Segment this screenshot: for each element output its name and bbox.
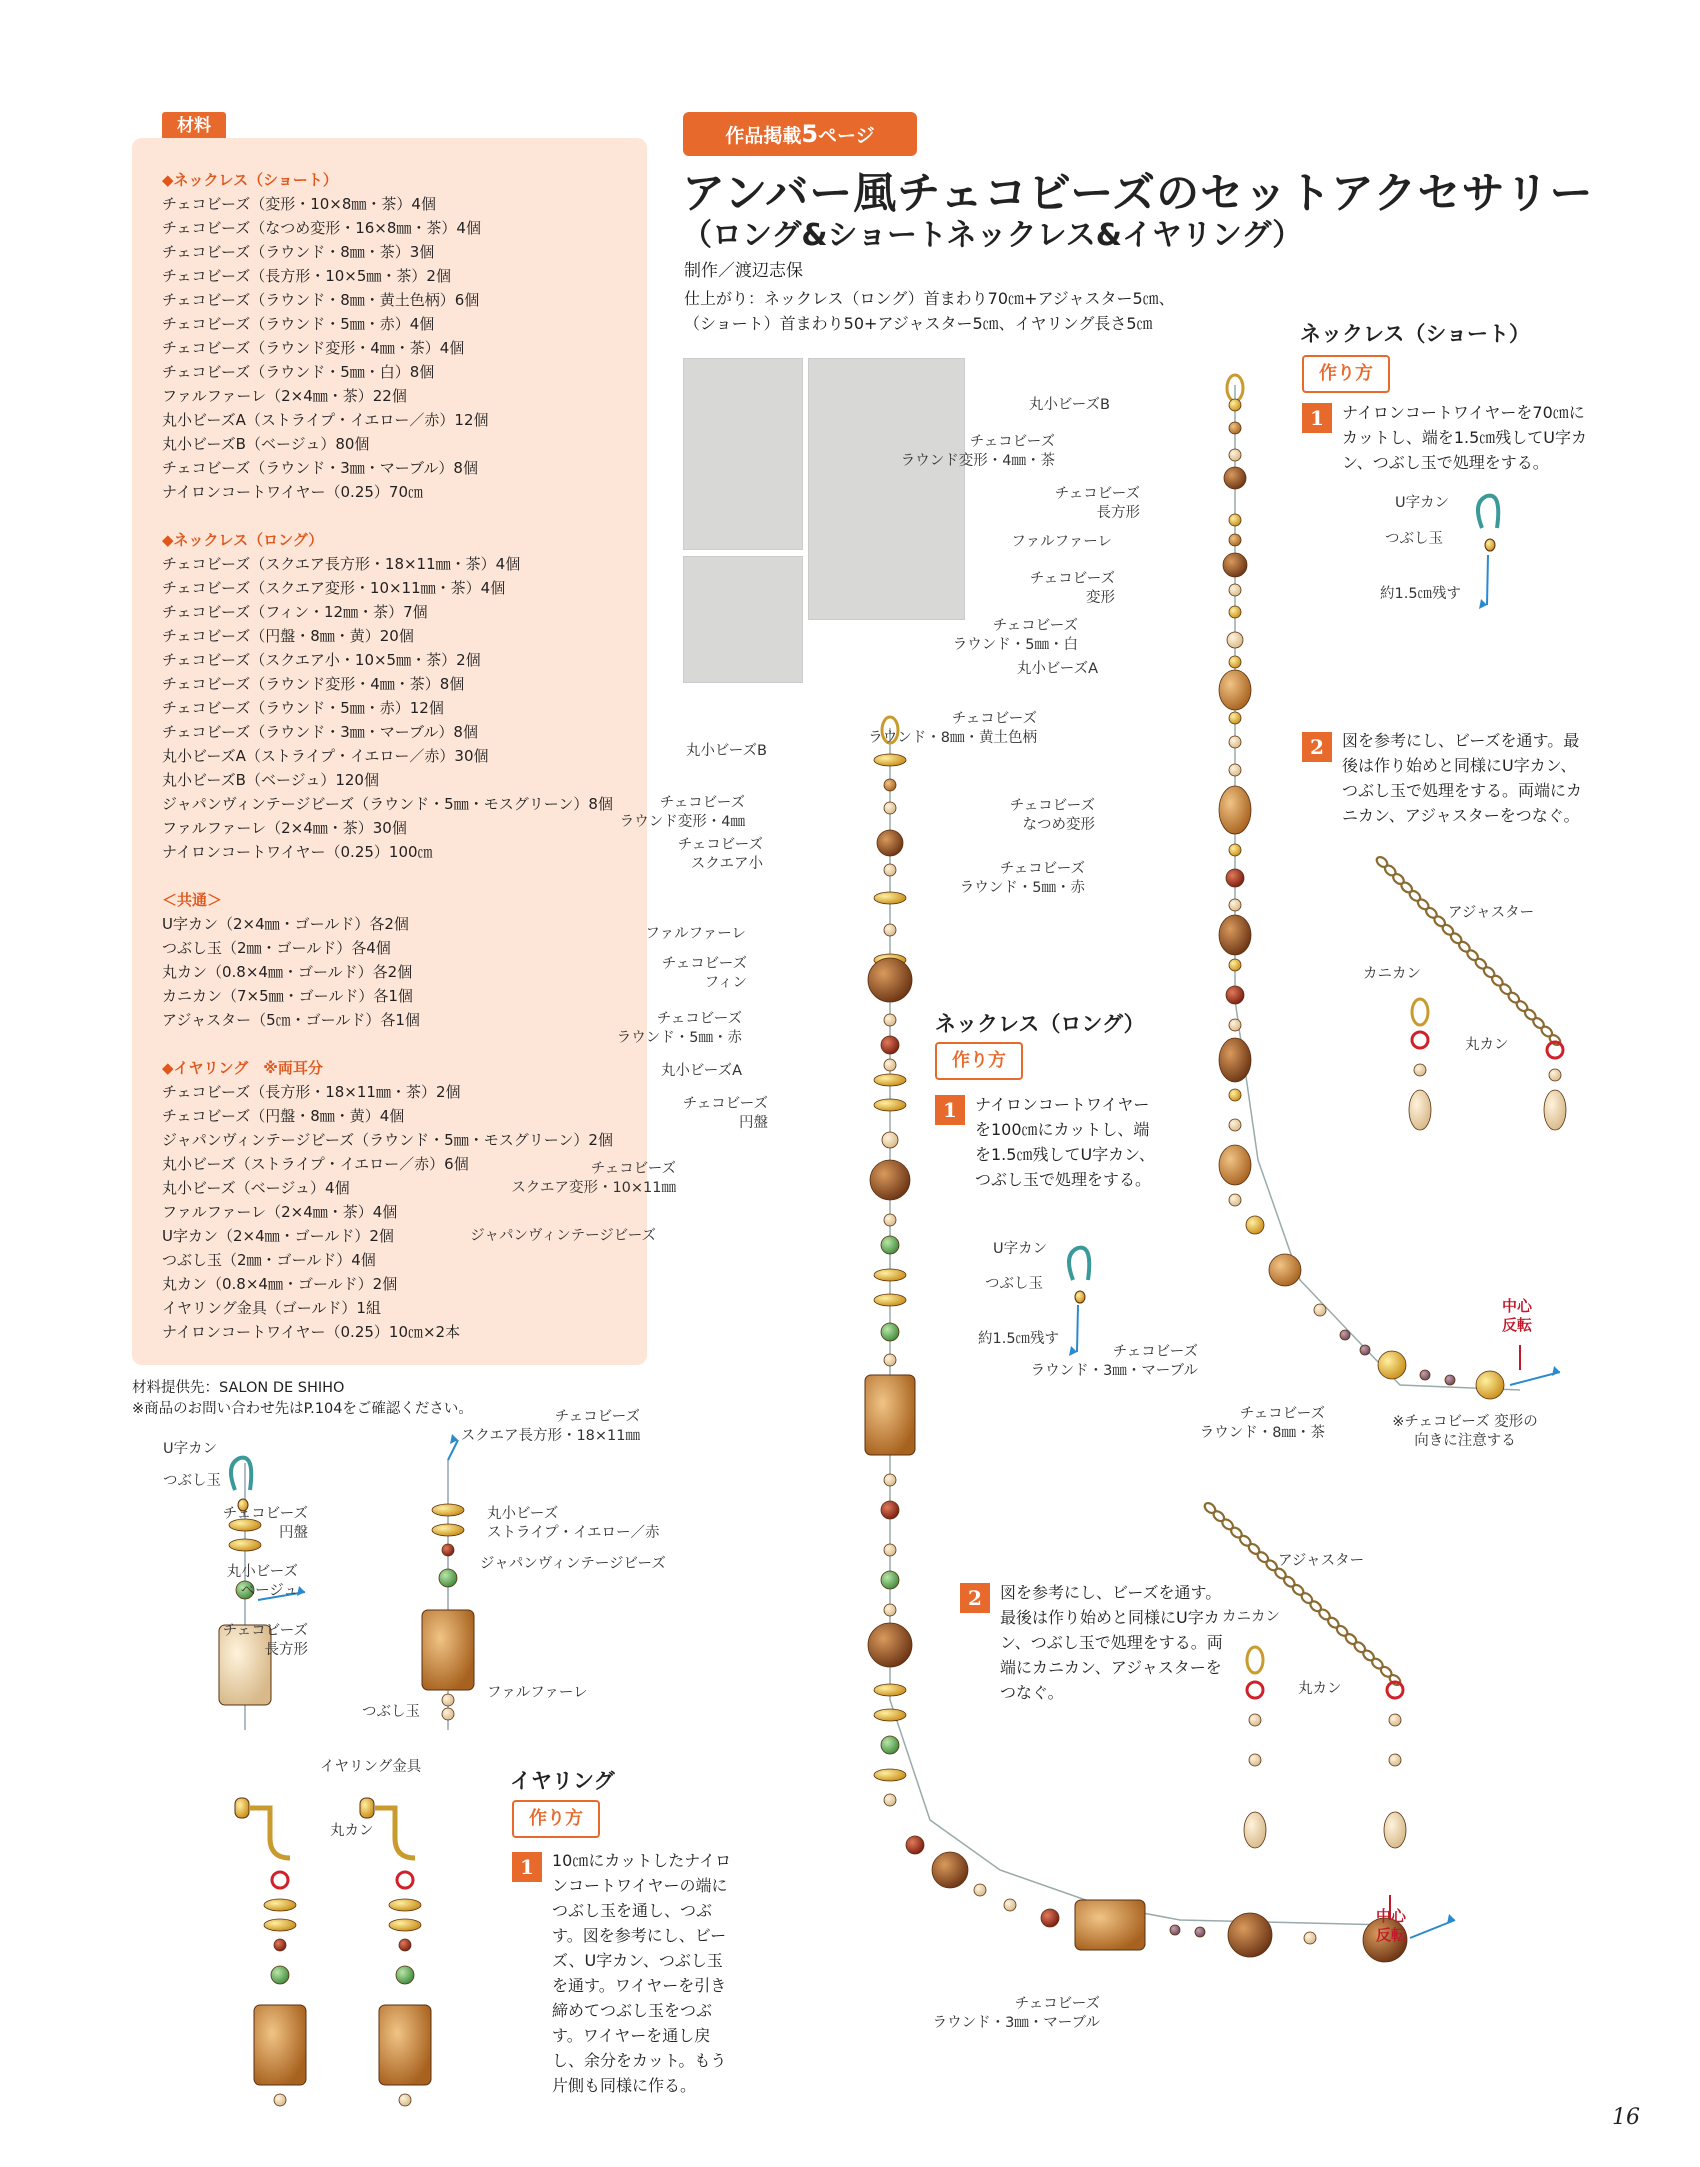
diagram-label-maru-b: 丸小ビーズB bbox=[1028, 397, 1110, 413]
diagram-label-maru-a: 丸小ビーズA bbox=[660, 1063, 742, 1079]
diagram-label-adjuster: アジャスター bbox=[1448, 905, 1535, 921]
bead bbox=[932, 1852, 968, 1888]
bead bbox=[1549, 1069, 1561, 1081]
long-how-to-label: 作り方 bbox=[935, 1042, 1023, 1080]
material-item: 丸小ビーズA（ストライプ・イエロー／赤）30個 bbox=[162, 747, 489, 765]
bead bbox=[865, 1375, 915, 1455]
bead bbox=[360, 1798, 374, 1818]
bead bbox=[874, 1074, 906, 1086]
bead bbox=[1223, 553, 1247, 577]
bead bbox=[1229, 656, 1241, 668]
bead bbox=[881, 1571, 899, 1589]
diagram-label-fin: チェコビーズ フィン bbox=[661, 956, 747, 991]
diagram-label-enban: チェコビーズ 円盤 bbox=[222, 1506, 308, 1541]
bead bbox=[884, 1214, 896, 1226]
bead bbox=[254, 2005, 306, 2085]
u-clasp bbox=[1478, 496, 1498, 528]
bead bbox=[1224, 467, 1246, 489]
bead bbox=[1170, 1925, 1180, 1935]
diagram-label-maru-beige: 丸小ビーズ ベージュ bbox=[226, 1564, 298, 1599]
short-necklace-title: ネックレス（ショート） bbox=[1300, 322, 1530, 346]
diagram-label-adjuster: アジャスター bbox=[1278, 1553, 1365, 1569]
badge-text-suffix: ページ bbox=[818, 125, 875, 147]
diagram-label-enban: チェコビーズ 円盤 bbox=[682, 1096, 768, 1131]
bead bbox=[1445, 1375, 1455, 1385]
bead bbox=[235, 1798, 249, 1818]
diagram-label-round-henkei: チェコビーズ ラウンド変形・4㎜・茶 bbox=[900, 434, 1055, 469]
material-item: ナイロンコートワイヤー（0.25）10㎝×2本 bbox=[162, 1323, 461, 1341]
jump-ring bbox=[397, 1872, 413, 1888]
material-item: チェコビーズ（ラウンド・5㎜・赤）4個 bbox=[162, 315, 435, 333]
diagram-label-vintage: ジャパンヴィンテージビーズ bbox=[470, 1228, 656, 1244]
diagram-label-square-long: チェコビーズ スクエア長方形・18×11㎜ bbox=[460, 1409, 640, 1444]
bead bbox=[1229, 1119, 1241, 1131]
material-item: U字カン（2×4㎜・ゴールド）2個 bbox=[162, 1227, 394, 1245]
material-item: チェコビーズ（スクエア変形・10×11㎜・茶）4個 bbox=[162, 579, 506, 597]
bead bbox=[884, 1544, 896, 1556]
diagram-label-round5-white: チェコビーズ ラウンド・5㎜・白 bbox=[952, 618, 1078, 653]
bead bbox=[874, 1099, 906, 1111]
bead bbox=[1219, 1038, 1251, 1082]
diagram-label-round3-marble: チェコビーズ ラウンド・3㎜・マーブル bbox=[932, 1996, 1100, 2031]
bead bbox=[399, 2094, 411, 2106]
bead bbox=[1229, 764, 1241, 776]
diagram-label-choho: チェコビーズ 長方形 bbox=[222, 1623, 308, 1658]
diagram-label-maru-stripe: 丸小ビーズ ストライプ・イエロー／赤 bbox=[487, 1506, 660, 1541]
bead bbox=[1340, 1330, 1350, 1340]
bead bbox=[1228, 1913, 1272, 1957]
bead bbox=[1229, 606, 1241, 618]
material-item: チェコビーズ（長方形・18×11㎜・茶）2個 bbox=[162, 1083, 461, 1101]
diagram-label-u-kan: U字カン bbox=[163, 1441, 218, 1457]
bead bbox=[1229, 899, 1241, 911]
bead bbox=[1384, 1812, 1406, 1848]
earring-title: イヤリング bbox=[510, 1769, 615, 1793]
bead bbox=[1229, 712, 1241, 724]
center-reverse-label: 中心 反転 bbox=[1375, 1907, 1406, 1944]
bead bbox=[1075, 1900, 1145, 1950]
bead bbox=[1476, 1371, 1504, 1399]
material-item: ナイロンコートワイヤー（0.25）70㎝ bbox=[162, 483, 423, 501]
bead bbox=[1229, 399, 1241, 411]
bead bbox=[1229, 514, 1241, 526]
material-item: チェコビーズ（ラウンド・8㎜・黄土色柄）6個 bbox=[162, 291, 480, 309]
bead bbox=[1409, 1090, 1431, 1130]
bead bbox=[884, 924, 896, 936]
diagram-label-square-henkei: チェコビーズ スクエア変形・10×11㎜ bbox=[511, 1161, 676, 1196]
bead bbox=[881, 1236, 899, 1254]
material-item: つぶし玉（2㎜・ゴールド）各4個 bbox=[162, 939, 391, 957]
page-title: アンバー風チェコビーズのセットアクセサリー bbox=[682, 169, 1594, 219]
material-item: チェコビーズ（ラウンド・3㎜・マーブル）8個 bbox=[162, 459, 478, 477]
clasp bbox=[1412, 999, 1428, 1025]
material-item: つぶし玉（2㎜・ゴールド）4個 bbox=[162, 1251, 376, 1269]
page-subtitle: （ロング&ショートネックレス&イヤリング） bbox=[682, 218, 1303, 253]
diagram-label-round-henkei: チェコビーズ ラウンド変形・4㎜ bbox=[619, 795, 745, 830]
materials-section-heading: ◆ネックレス（ロング） bbox=[162, 531, 324, 549]
material-item: チェコビーズ（スクエア小・10×5㎜・茶）2個 bbox=[162, 651, 481, 669]
short-step-1-text: ナイロンコートワイヤーを70㎝にカットし、端を1.5㎝残してU字カン、つぶし玉で処理をする。 bbox=[1342, 403, 1587, 472]
bead bbox=[1075, 1291, 1085, 1303]
page-number: 16 bbox=[1612, 2105, 1640, 2130]
material-item: チェコビーズ（ラウンド変形・4㎜・茶）4個 bbox=[162, 339, 465, 357]
bead bbox=[882, 1132, 898, 1148]
bead bbox=[1229, 584, 1241, 596]
material-item: チェコビーズ（ラウンド・8㎜・茶）3個 bbox=[162, 243, 435, 261]
diagram-label-note: ※チェコビーズ 変形の 向きに注意する bbox=[1392, 1414, 1538, 1449]
u-clasp bbox=[1069, 1248, 1089, 1280]
bead bbox=[881, 1736, 899, 1754]
bead bbox=[432, 1504, 464, 1516]
bead bbox=[442, 1694, 454, 1706]
bead bbox=[1227, 632, 1243, 648]
finished-size-line: 仕上がり：ネックレス（ロング）首まわり70㎝+アジャスター5㎝、 bbox=[684, 289, 1175, 308]
short-how-to-label: 作り方 bbox=[1302, 355, 1390, 393]
short-step-2-text: 図を参考にし、ビーズを通す。最後は作り始めと同様にU字カン、つぶし玉で処理をする。両端にカニカン、アジャスターをつなぐ。 bbox=[1342, 731, 1583, 825]
bead bbox=[1229, 449, 1241, 461]
bead bbox=[1195, 1927, 1205, 1937]
diagram-label-marukan: 丸カン bbox=[330, 1823, 374, 1839]
bead bbox=[439, 1569, 457, 1587]
material-item: チェコビーズ（変形・10×8㎜・茶）4個 bbox=[162, 195, 436, 213]
diagram-label-farfalle: ファルファーレ bbox=[1011, 534, 1112, 550]
bead bbox=[389, 1899, 421, 1911]
arrow-head bbox=[1552, 1366, 1560, 1376]
bead bbox=[396, 1966, 414, 1984]
material-item: 丸小ビーズ（ストライプ・イエロー／赤）6個 bbox=[162, 1155, 469, 1173]
diagram-label-maru-b: 丸小ビーズB bbox=[685, 743, 767, 759]
material-item: チェコビーズ（円盤・8㎜・黄）4個 bbox=[162, 1107, 405, 1125]
material-item: ジャパンヴィンテージビーズ（ラウンド・5㎜・モスグリーン）2個 bbox=[162, 1131, 613, 1149]
bead bbox=[884, 779, 896, 791]
diagram-label-leave: 約1.5㎝残す bbox=[978, 1331, 1060, 1347]
bead bbox=[874, 1684, 906, 1696]
material-item: 丸小ビーズB（ベージュ）120個 bbox=[162, 771, 379, 789]
bead bbox=[271, 1966, 289, 1984]
bead bbox=[274, 2094, 286, 2106]
bead bbox=[432, 1524, 464, 1536]
material-item: U字カン（2×4㎜・ゴールド）各2個 bbox=[162, 915, 409, 933]
material-item: チェコビーズ（円盤・8㎜・黄）20個 bbox=[162, 627, 414, 645]
earring-how-to-label: 作り方 bbox=[512, 1800, 600, 1838]
wire-line bbox=[1487, 555, 1488, 605]
diagram-label-tsubushi: つぶし玉 bbox=[163, 1473, 221, 1489]
diagram-label-square-small: チェコビーズ スクエア小 bbox=[677, 837, 763, 872]
bead bbox=[1304, 1932, 1316, 1944]
short-step-1-number: 1 bbox=[1302, 403, 1332, 433]
bead bbox=[1004, 1899, 1016, 1911]
bead bbox=[1229, 736, 1241, 748]
diagram-label-kanagu: イヤリング金具 bbox=[320, 1759, 422, 1775]
wire-line bbox=[1235, 385, 1520, 1390]
bead bbox=[874, 1294, 906, 1306]
bead bbox=[1229, 1019, 1241, 1031]
long-step-1-text: ナイロンコートワイヤーを100㎝にカットし、端を1.5㎝残してU字カン、つぶし玉で処理をする。 bbox=[975, 1095, 1155, 1189]
bead bbox=[874, 1269, 906, 1281]
material-item: 丸カン（0.8×4㎜・ゴールド）各2個 bbox=[162, 963, 413, 981]
material-item: ナイロンコートワイヤー（0.25）100㎝ bbox=[162, 843, 433, 861]
diagram-label-kanikan: カニカン bbox=[1363, 966, 1421, 982]
bead bbox=[1249, 1754, 1261, 1766]
material-item: チェコビーズ（ラウンド変形・4㎜・茶）8個 bbox=[162, 675, 465, 693]
bead bbox=[906, 1836, 924, 1854]
arrow-head bbox=[1479, 599, 1487, 609]
diagram-label-henkei: チェコビーズ 変形 bbox=[1029, 571, 1115, 606]
bead bbox=[1226, 986, 1244, 1004]
bead bbox=[1246, 1216, 1264, 1234]
bead bbox=[399, 1939, 411, 1951]
arrow-head bbox=[297, 1586, 305, 1596]
bead bbox=[1389, 1754, 1401, 1766]
supplier-line: 材料提供先：SALON DE SHIHO bbox=[132, 1380, 345, 1396]
bead bbox=[1544, 1090, 1566, 1130]
diagram-label-tsubushi2: つぶし玉 bbox=[362, 1704, 420, 1720]
diagram-label-natsume: チェコビーズ なつめ変形 bbox=[1009, 798, 1095, 833]
bead bbox=[1229, 1089, 1241, 1101]
long-step-1-number: 1 bbox=[935, 1095, 965, 1125]
bead bbox=[884, 1794, 896, 1806]
bead bbox=[881, 1501, 899, 1519]
bead bbox=[1219, 1145, 1251, 1185]
diagram-label-u-kan: U字カン bbox=[993, 1241, 1048, 1257]
bead bbox=[442, 1544, 454, 1556]
bead bbox=[1041, 1909, 1059, 1927]
material-item: チェコビーズ（長方形・10×5㎜・茶）2個 bbox=[162, 267, 451, 285]
diagram-label-tsubushi: つぶし玉 bbox=[1385, 531, 1443, 547]
material-item: カニカン（7×5㎜・ゴールド）各1個 bbox=[162, 987, 413, 1005]
bead bbox=[1485, 539, 1495, 551]
bead bbox=[868, 1623, 912, 1667]
u-clasp bbox=[231, 1458, 251, 1490]
bead bbox=[264, 1919, 296, 1931]
material-item: 丸小ビーズB（ベージュ）80個 bbox=[162, 435, 370, 453]
short-step-2-number: 2 bbox=[1302, 732, 1332, 762]
bead bbox=[884, 1059, 896, 1071]
diagram-label-tsubushi: つぶし玉 bbox=[985, 1276, 1043, 1292]
bead bbox=[1219, 786, 1251, 834]
material-item: チェコビーズ（ラウンド・5㎜・白）8個 bbox=[162, 363, 435, 381]
bead bbox=[1229, 844, 1241, 856]
bead bbox=[1229, 1194, 1241, 1206]
wire-line bbox=[890, 728, 1390, 1925]
diagram-label-leave: 約1.5㎝残す bbox=[1380, 586, 1462, 602]
long-necklace-title: ネックレス（ロング） bbox=[935, 1012, 1145, 1036]
materials-section-heading: ◆ネックレス（ショート） bbox=[162, 171, 338, 189]
diagram-label-round3-marble: チェコビーズ ラウンド・3㎜・マーブル bbox=[1030, 1344, 1198, 1379]
material-item: チェコビーズ（スクエア長方形・18×11㎜・茶）4個 bbox=[162, 555, 521, 573]
bead bbox=[442, 1708, 454, 1720]
bead bbox=[264, 1899, 296, 1911]
bead bbox=[1249, 1714, 1261, 1726]
bead bbox=[1229, 422, 1241, 434]
bead bbox=[884, 1354, 896, 1366]
earring-clip bbox=[250, 1808, 290, 1858]
bead bbox=[1389, 1714, 1401, 1726]
materials-section-heading: ◆イヤリング ※両耳分 bbox=[162, 1059, 323, 1077]
diagram-label-vintage: ジャパンヴィンテージビーズ bbox=[480, 1556, 666, 1572]
material-item: ファルファーレ（2×4㎜・茶）22個 bbox=[162, 387, 407, 405]
bead bbox=[1229, 534, 1241, 546]
bead bbox=[422, 1610, 474, 1690]
bead bbox=[868, 958, 912, 1002]
bead bbox=[874, 1769, 906, 1781]
long-step-2-text: 図を参考にし、ビーズを通す。最後は作り始めと同様にU字カン、つぶし玉で処理をする。両端にカニカン、アジャスターをつなぐ。 bbox=[1000, 1583, 1223, 1702]
material-item: チェコビーズ（なつめ変形・16×8㎜・茶）4個 bbox=[162, 219, 481, 237]
clasp bbox=[1247, 1647, 1263, 1673]
material-item: アジャスター（5㎝・ゴールド）各1個 bbox=[162, 1011, 420, 1029]
inquiry-line: ※商品のお問い合わせ先はP.104をご確認ください。 bbox=[132, 1401, 473, 1417]
diagram-label-maru-a: 丸小ビーズA bbox=[1016, 661, 1098, 677]
material-item: 丸小ビーズ（ベージュ）4個 bbox=[162, 1179, 350, 1197]
diagram-label-round8-brown: チェコビーズ ラウンド・8㎜・茶 bbox=[1199, 1406, 1325, 1441]
bead bbox=[1414, 1064, 1426, 1076]
diagram-label-u-kan: U字カン bbox=[1395, 495, 1450, 511]
bead bbox=[274, 1939, 286, 1951]
materials-tab: 材料 bbox=[162, 112, 226, 140]
bead bbox=[1314, 1304, 1326, 1316]
bead bbox=[1219, 915, 1251, 955]
diagram-label-round5-red: チェコビーズ ラウンド・5㎜・赤 bbox=[616, 1011, 742, 1046]
material-item: イヤリング金具（ゴールド）1組 bbox=[162, 1299, 381, 1317]
bead bbox=[870, 1160, 910, 1200]
jump-ring bbox=[1247, 1682, 1263, 1698]
bead bbox=[1269, 1254, 1301, 1286]
material-item: チェコビーズ（ラウンド・5㎜・赤）12個 bbox=[162, 699, 444, 717]
bead bbox=[379, 2005, 431, 2085]
material-item: ファルファーレ（2×4㎜・茶）30個 bbox=[162, 819, 407, 837]
bead bbox=[1219, 670, 1251, 710]
bead bbox=[1229, 959, 1241, 971]
diagram-label-round8-ocher: チェコビーズ ラウンド・8㎜・黄土色柄 bbox=[868, 711, 1037, 746]
bead bbox=[1420, 1370, 1430, 1380]
bead bbox=[884, 1014, 896, 1026]
bead bbox=[389, 1919, 421, 1931]
earring-clip bbox=[375, 1808, 415, 1858]
bead bbox=[874, 754, 906, 766]
material-item: 丸小ビーズA（ストライプ・イエロー／赤）12個 bbox=[162, 411, 489, 429]
diagram-label-round5-red: チェコビーズ ラウンド・5㎜・赤 bbox=[959, 861, 1085, 896]
long-step-2-number: 2 bbox=[960, 1583, 990, 1613]
bead bbox=[1244, 1812, 1266, 1848]
bead bbox=[884, 1604, 896, 1616]
diagram-label-marukan: 丸カン bbox=[1298, 1681, 1342, 1697]
bead bbox=[881, 1036, 899, 1054]
diagram-label-farfalle: ファルファーレ bbox=[487, 1685, 588, 1701]
material-item: チェコビーズ（フィン・12㎜・茶）7個 bbox=[162, 603, 428, 621]
bead bbox=[874, 1709, 906, 1721]
center-reverse-label: 中心 反転 bbox=[1501, 1297, 1532, 1334]
bead bbox=[1378, 1351, 1406, 1379]
maker-credit: 制作／渡辺志保 bbox=[684, 261, 803, 281]
diagram-label-kanikan: カニカン bbox=[1222, 1609, 1280, 1625]
bead bbox=[881, 1323, 899, 1341]
earring-step-1-text: 10㎝にカットしたナイロンコートワイヤーの端につぶし玉を通し、つぶす。図を参考にし、ビーズ、U字カン、つぶし玉を通す。ワイヤーを引き締めてつぶし玉をつぶす。ワイヤーを通し戻し、余分をカット。もう片側も同様に作る。 bbox=[552, 1851, 732, 2095]
earring-step-1-number: 1 bbox=[512, 1852, 542, 1882]
material-item: ジャパンヴィンテージビーズ（ラウンド・5㎜・モスグリーン）8個 bbox=[162, 795, 613, 813]
jump-ring bbox=[1412, 1032, 1428, 1048]
finished-size-line: （ショート）首まわり50+アジャスター5㎝、イヤリング長さ5㎝ bbox=[684, 314, 1153, 333]
jump-ring bbox=[272, 1872, 288, 1888]
material-item: ファルファーレ（2×4㎜・茶）4個 bbox=[162, 1203, 398, 1221]
bead bbox=[974, 1884, 986, 1896]
badge-text: 作品掲載 bbox=[725, 125, 802, 147]
bead bbox=[1360, 1345, 1370, 1355]
materials-section-heading: ＜共通＞ bbox=[162, 891, 223, 909]
bead bbox=[1226, 869, 1244, 887]
badge-number: 5 bbox=[801, 120, 819, 148]
diagram-label-choho: チェコビーズ 長方形 bbox=[1054, 486, 1140, 521]
material-item: チェコビーズ（ラウンド・3㎜・マーブル）8個 bbox=[162, 723, 478, 741]
diagram-label-marukan: 丸カン bbox=[1465, 1037, 1509, 1053]
material-item: 丸カン（0.8×4㎜・ゴールド）2個 bbox=[162, 1275, 398, 1293]
diagram-label-farfalle: ファルファーレ bbox=[645, 926, 746, 942]
bead bbox=[884, 1474, 896, 1486]
